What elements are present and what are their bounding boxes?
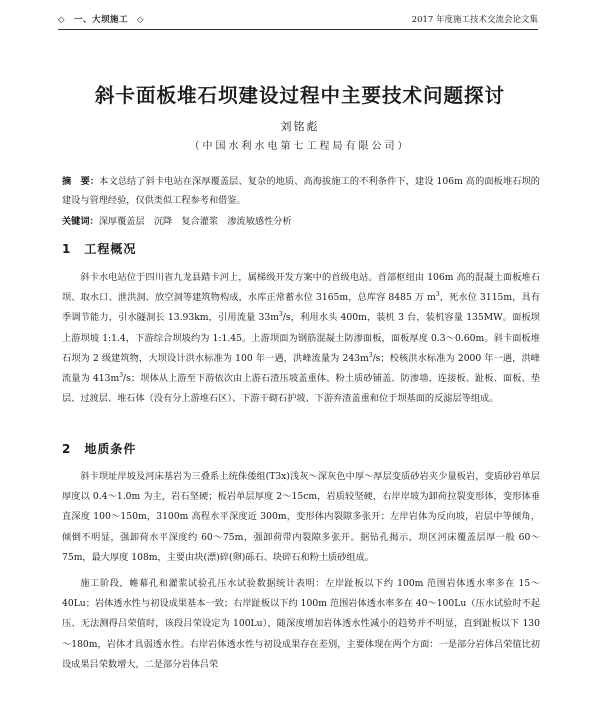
abstract-label: 摘 要：: [62, 176, 100, 187]
running-header: [58, 12, 538, 26]
paragraph-text: ，死水位 3115m，具有季调节能力，引水隧洞长 13.93km，引用流量 33m: [62, 292, 541, 324]
paragraph-project-overview: [62, 268, 540, 409]
author-affiliation: （中国水利水电第七工程局有限公司）: [189, 141, 411, 152]
paragraph-text: /s；坝体从上游至下游依次由上游石渣压坡盖重体、粉土质砂铺盖、防渗墙、连接板、趾板、面板、垫层、过渡层、堆石体（没有分上游堆石区）、下游干砌石护坡、下游弃渣盖重和位于坝基面的反滤层等组成。: [62, 373, 541, 405]
superscript: 3: [435, 291, 440, 299]
header-section-label: ◇ 一、大坝施工 ◇: [58, 15, 145, 25]
abstract-text: 本文总结了斜卡电站在深厚覆盖层、复杂的地质、高海拔施工的不利条件下，建设 106m 高的面板堆石坝的建设与管理经验，仅供类似工程参考和借鉴。: [62, 176, 540, 206]
paragraph-text: /s；校核洪水标准为 2000 年一遇，洪峰流量为 413m: [62, 352, 540, 385]
abstract: [62, 172, 540, 210]
keywords-text: 深厚覆盖层 沉降 复合灌浆 渗流敏感性分析: [98, 216, 292, 227]
keywords: [62, 212, 540, 231]
keywords-label: 关键词：: [62, 216, 99, 227]
paper-title: 斜卡面板堆石坝建设过程中主要技术问题探讨: [94, 84, 505, 107]
paragraph-geology-permeability: 施工阶段，帷幕孔和灌浆试验孔压水试验数据统计表明：左岸趾板以下约 100m 范围岩体透水率多在 15～40Lu；岩体透水性与初设成果基本一致；右岸趾板以下约 100m 范围岩体透水率多在 40～100Lu（压水试验时不起压、无法测得吕荣值时，该段吕荣设定为 100Lu），随深度增加岩体透水性减小的趋势并不明显，直到趾板以下 130～180m，岩体才具弱透水性。右岸岩体透水性与初设成果存在差别，主要体现在两个方面：一是部分岩体吕荣值比初设成果吕荣数增大，二是部分岩体吕荣: [62, 578, 540, 670]
superscript: 3: [278, 311, 283, 319]
section-heading-project-overview: 1 工程概况: [62, 242, 137, 256]
paragraph-text: 斜卡水电站位于四川省九龙县踏卡河上，属梯级开发方案中的首级电站。首部枢纽由 106m 高的混凝土面板堆石坝、取水口、泄洪洞、放空洞等建筑物构成，水库正常蓄水位 3165m，总库容 8485 万 m: [62, 272, 540, 304]
paragraph-geology-bedrock: 斜卡坝址岸坡及河床基岩为三叠系上统侏倭组(T3x)浅灰～深灰色中厚～厚层变质砂岩夹少量板岩，变质砂岩单层厚度以 0.4～1.0m 为主，岩石坚硬；板岩单层厚度 2～15cm，岩质较坚硬，右岸岸坡为卸荷拉裂变形体，变形体垂直深度 100～150m，3100m 高程水平深度近 300m，变形体内裂隙多张开；左岸岩体为反向坡，岩层中等倾角，倾倒不明显，强卸荷水平深度约 60～75m，强卸荷带内裂隙多张开。据钻孔揭示，坝区河床覆盖层厚一般 60～75m，最大厚度 108m，主要由块(漂)碎(卵)砾石、块碎石和粉土质砂组成。: [62, 471, 540, 563]
section-heading-geology: 2 地质条件: [62, 442, 137, 456]
author-name: 刘铭彪: [280, 120, 320, 133]
superscript: 3: [119, 371, 124, 379]
header-divider: [58, 29, 538, 30]
superscript: 3: [368, 351, 373, 359]
paragraph-text: /s，利用水头 400m，装机 3 台，装机容量 135MW。面板坝上游坝坡 1:1.4，下游综合坝坡约为 1:1.45。上游坝面为钢筋混凝土防渗面板，面板厚度 0.3～0.60m。斜卡面板堆石坝为 2 级建筑物，大坝设计洪水标准为 100 年一遇，洪峰流量为 243m: [62, 312, 540, 364]
header-proceedings-title: 2017 年度施工技术交流会论文集: [411, 15, 538, 25]
